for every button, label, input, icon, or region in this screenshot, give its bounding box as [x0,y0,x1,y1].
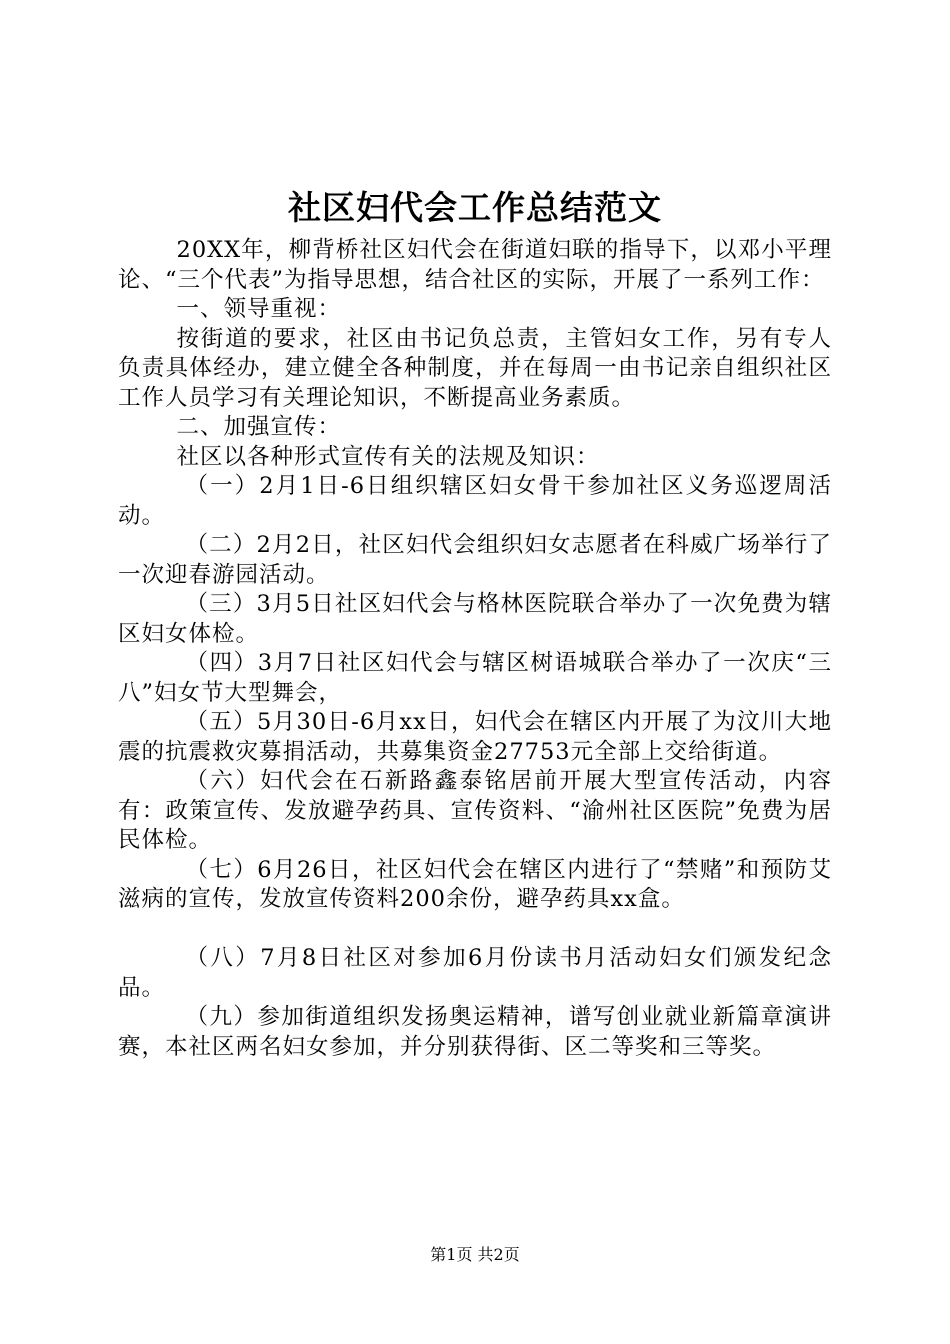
list-item-8: （八）7月8日社区对参加6月份读书月活动妇女们颁发纪念品。 [118,945,832,1001]
paragraph-section-1: 按街道的要求，社区由书记负总责，主管妇女工作，另有专人负责具体经办，建立健全各种制度，并在每周一由书记亲自组织社区工作人员学习有关理论知识，不断提高业务素质。 [118,325,832,411]
heading-section-1: 一、领导重视： [176,296,342,322]
list-item-9: （九）参加街道组织发扬奥运精神，谱写创业就业新篇章演讲赛，本社区两名妇女参加，并分别获得街、区二等奖和三等奖。 [118,1004,832,1060]
list-item-4: （四）3月7日社区妇代会与辖区树语城联合举办了一次庆“三八”妇女节大型舞会， [118,650,832,706]
list-item-3: （三）3月5日社区妇代会与格林医院联合举办了一次免费为辖区妇女体检。 [118,591,832,647]
list-item-7: （七）6月26日，社区妇代会在辖区内进行了“禁赌”和预防艾滋病的宣传，发放宣传资料200余份，避孕药具xx盒。 [118,856,832,912]
paragraph-section-2-intro: 社区以各种形式宣传有关的法规及知识： [176,443,600,470]
list-item-1: （一）2月1日-6日组织辖区妇女骨干参加社区义务巡逻周活动。 [118,473,832,529]
page-footer: 第1页 共2页 [430,1245,520,1264]
blank-line [118,915,832,945]
list-item-5: （五）5月30日-6月xx日，妇代会在辖区内开展了为汶川大地震的抗震救灾募捐活动，共募集资金27753元全部上交给街道。 [118,709,832,765]
list-item-6: （六）妇代会在石新路鑫泰铭居前开展大型宣传活动，内容有：政策宣传、发放避孕药具、宣传资料、“渝州社区医院”免费为居民体检。 [118,768,832,853]
document-body [118,236,832,1062]
paragraph-intro: 20XX年，柳背桥社区妇代会在街道妇联的指导下，以邓小平理论、“三个代表”为指导思想，结合社区的实际，开展了一系列工作： [118,237,832,293]
heading-section-2: 二、加强宣传： [176,414,342,440]
list-item-2: （二）2月2日，社区妇代会组织妇女志愿者在科威广场举行了一次迎春游园活动。 [118,532,832,588]
document-title: 社区妇代会工作总结范文 [288,188,662,227]
